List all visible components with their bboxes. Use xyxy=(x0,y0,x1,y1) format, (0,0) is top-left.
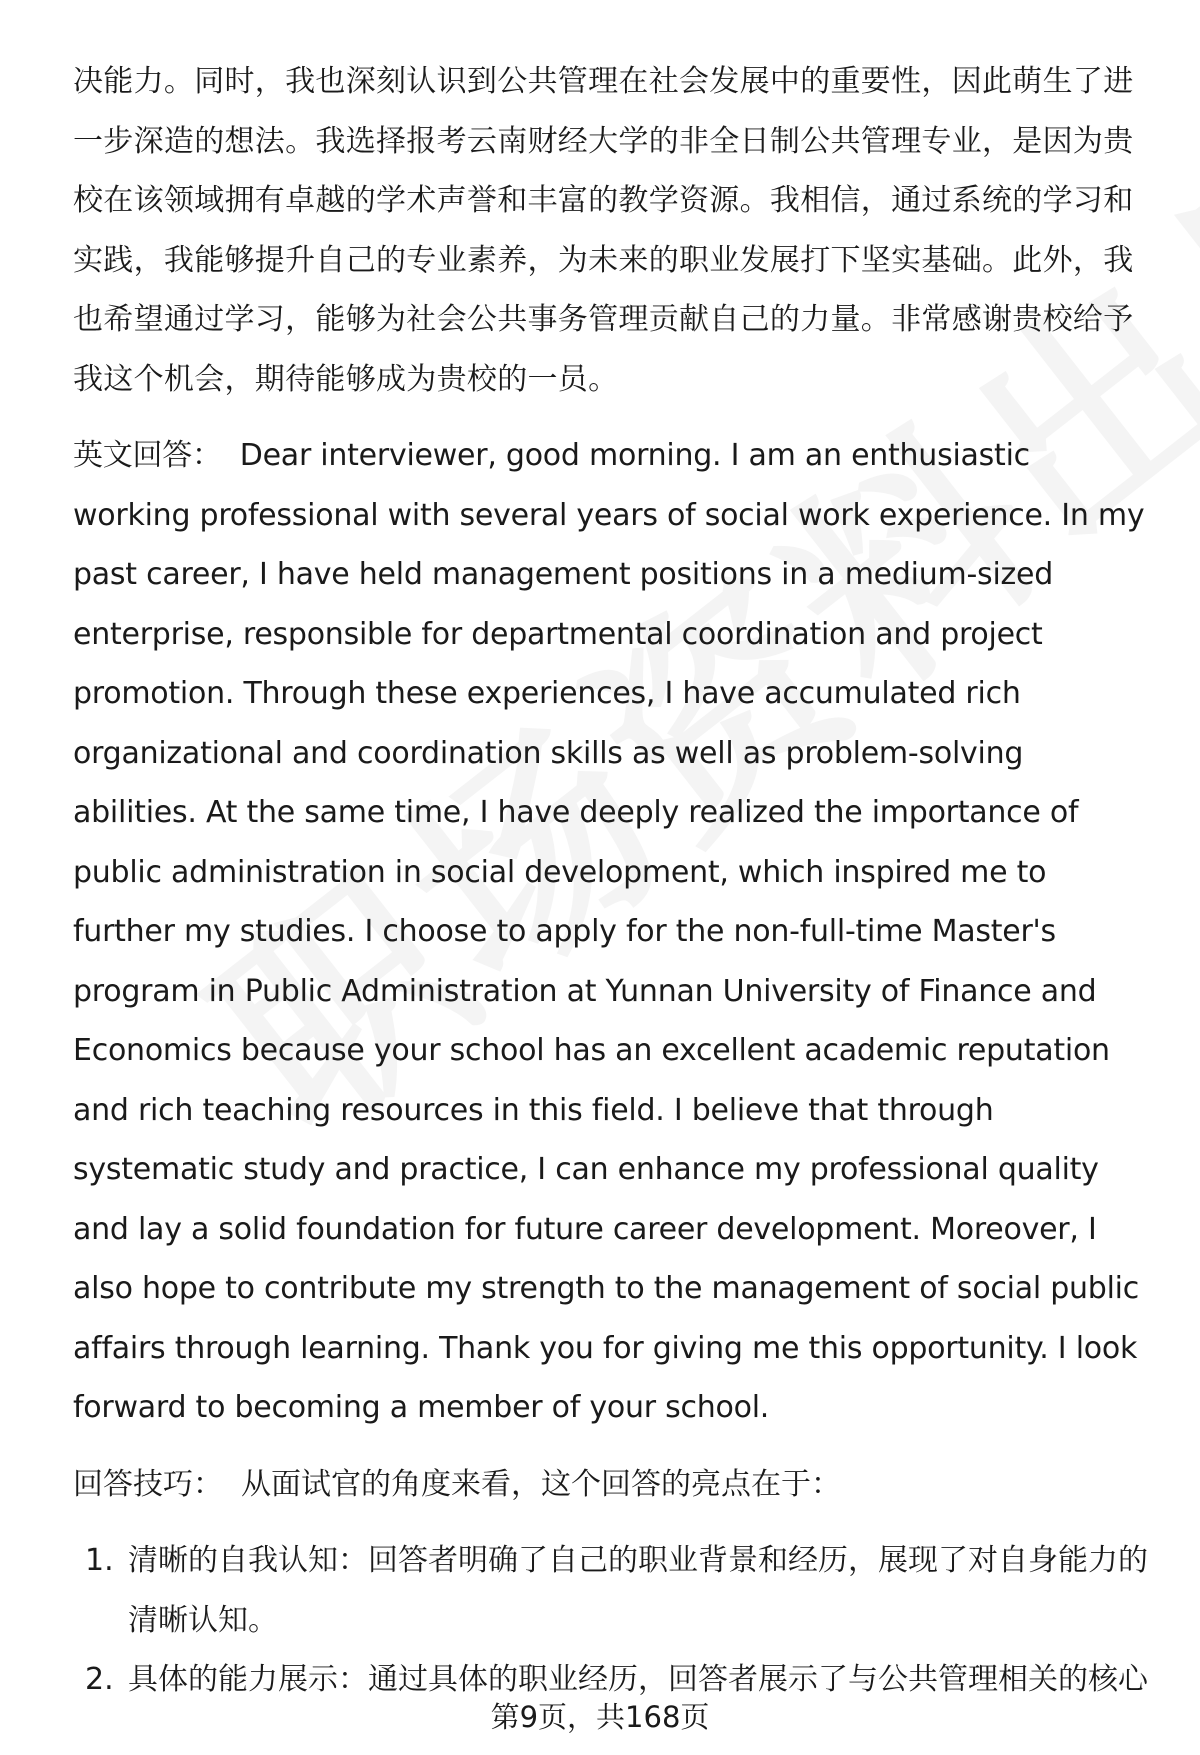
list-item-text: 清晰的自我认知：回答者明确了自己的职业背景和经历，展现了对自身能力的清晰认知。 xyxy=(128,1543,1148,1638)
english-answer-paragraph xyxy=(73,426,1153,1438)
tips-list xyxy=(73,1531,1153,1710)
english-answer-label: 英文回答： xyxy=(73,438,222,473)
tips-intro: 从面试官的角度来看，这个回答的亮点在于： xyxy=(241,1466,841,1502)
english-answer-text: Dear interviewer, good morning. I am an enthusiastic working professional with several years of social work experience. In my past career, I have held management positions in a medium-sized enterprise, responsible for departmental coordination and project promotion. Through these experiences, I have accumulated rich organizational and coordination skills as well as problem-solving abilities. At the same time, I have deeply realized the importance of public administration in social development, which inspired me to further my studies. I choose to apply for the non-full-time Master's program in Public Administration at Yunnan University of Finance and Economics because your school has an excellent academic reputation and rich teaching resources in this field. I believe that through systematic study and practice, I can enhance my professional quality and lay a solid foundation for future career development. Moreover, I also hope to contribute my strength to the management of social public affairs through learning. Thank you for giving me this opportunity. I look forward to becoming a member of your school. xyxy=(73,438,1145,1425)
tips-paragraph xyxy=(73,1455,1153,1515)
chinese-answer-paragraph: 决能力。同时，我也深刻认识到公共管理在社会发展中的重要性，因此萌生了进一步深造的想法。我选择报考云南财经大学的非全日制公共管理专业，是因为贵校在该领域拥有卓越的学术声誉和丰富的教学资源。我相信，通过系统的学习和实践，我能够提升自己的专业素养，为未来的职业发展打下坚实基础。此外，我也希望通过学习，能够为社会公共事务管理贡献自己的力量。非常感谢贵校给予我这个机会，期待能够成为贵校的一员。 xyxy=(73,64,1134,397)
list-item-text: 具体的能力展示：通过具体的职业经历，回答者展示了与公共管理相关的核心 xyxy=(128,1662,1148,1697)
document-body xyxy=(73,52,1153,1710)
tips-label: 回答技巧： xyxy=(73,1466,223,1502)
list-item-number: 1. xyxy=(85,1543,114,1578)
list-item xyxy=(73,1531,1153,1650)
page-footer: 第9页，共168页 xyxy=(490,1700,710,1734)
list-item-number: 2. xyxy=(85,1662,114,1697)
